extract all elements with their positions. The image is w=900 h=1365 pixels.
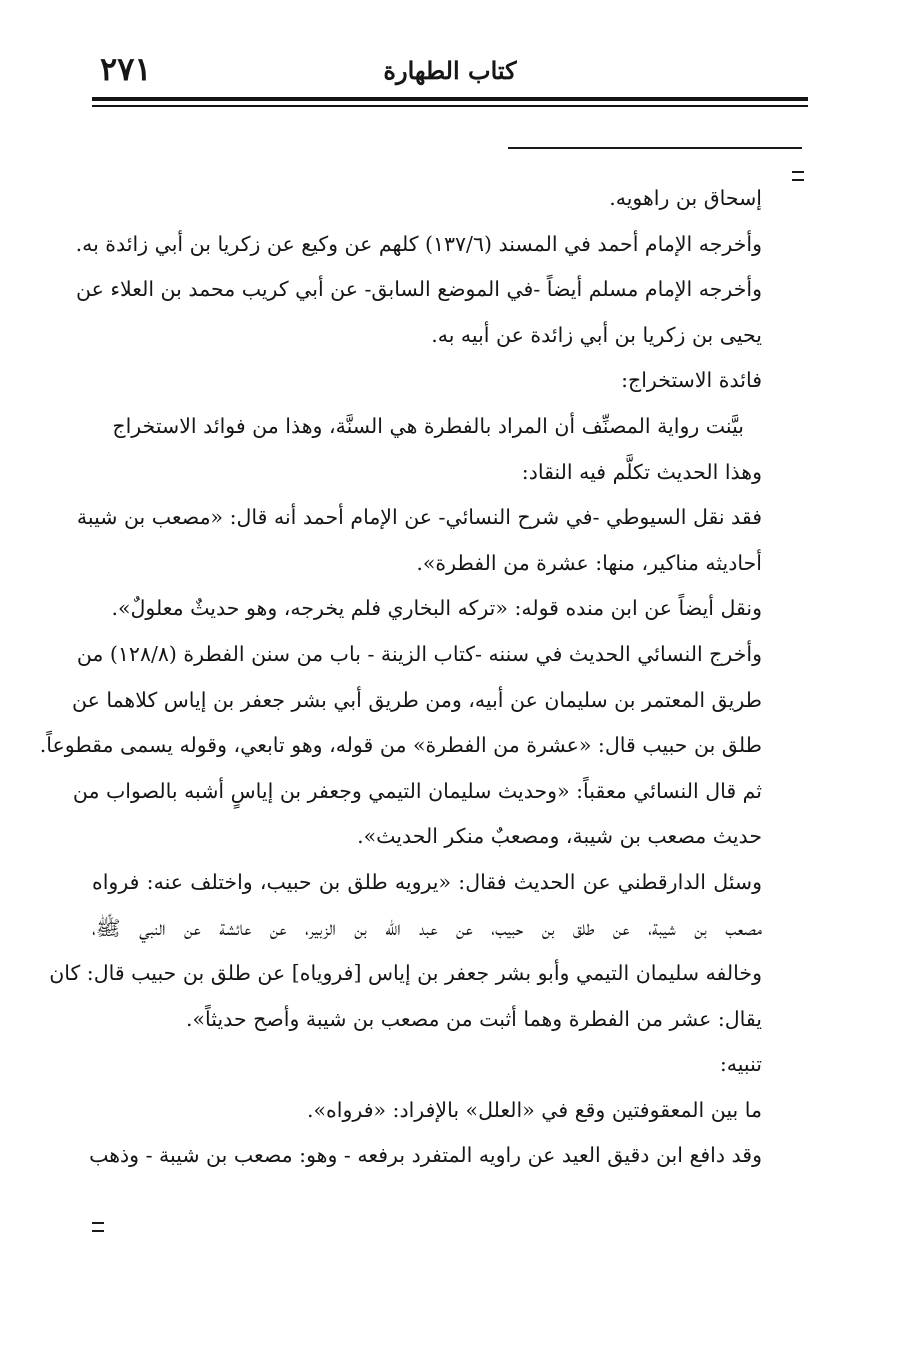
- running-title: كتاب الطهارة: [383, 56, 517, 85]
- text-line: يقال: عشر من الفطرة وهما أثبت من مصعب بن شيبة وأصح حديثاً».: [185, 1006, 762, 1031]
- page-number: ٢٧١: [100, 50, 152, 88]
- text-line: يحيى بن زكريا بن أبي زائدة عن أبيه به.: [431, 322, 762, 347]
- header-rule-thin: [92, 105, 808, 107]
- text-line: بيَّنت رواية المصنِّف أن المراد بالفطرة هي السنَّة، وهذا من فوائد الاستخراج: [112, 413, 744, 438]
- text-line: وهذا الحديث تكلَّم فيه النقاد:: [521, 459, 762, 484]
- continuation-mark-bottom: [92, 1222, 104, 1232]
- text-line: ما بين المعقوفتين وقع في «العلل» بالإفراد: «فرواه».: [306, 1097, 762, 1122]
- header-rule-thick: [92, 97, 808, 101]
- text-line: وأخرجه الإمام مسلم أيضاً -في الموضع السابق- عن أبي كريب محمد بن العلاء عن: [75, 277, 762, 302]
- continuation-mark-top: [792, 171, 804, 181]
- text-line: ثم قال النسائي معقباً: «وحديث سليمان التيمي وجعفر بن إياسٍ أشبه بالصواب من: [72, 778, 762, 803]
- text-line: حديث مصعب بن شيبة، ومصعبٌ منكر الحديث».: [357, 824, 762, 849]
- footnote-text: [39, 176, 762, 1179]
- text-line: طريق المعتمر بن سليمان عن أبيه، ومن طريق أبي بشر جعفر بن إياس كلاهما عن: [71, 687, 762, 712]
- text-line: وخالفه سليمان التيمي وأبو بشر جعفر بن إياس [فروياه] عن طلق بن حبيب قال: كان: [49, 961, 762, 986]
- footnote-separator: [508, 147, 802, 149]
- text-line: وسئل الدارقطني عن الحديث فقال: «يرويه طلق بن حبيب، واختلف عنه: فرواه: [92, 869, 762, 894]
- text-line: وأخرجه الإمام أحمد في المسند (١٣٧/٦) كلهم عن وكيع عن زكريا بن أبي زائدة به.: [75, 231, 762, 256]
- text-line: وأخرج النسائي الحديث في سننه -كتاب الزينة - باب من سنن الفطرة (١٢٨/٨) من: [76, 641, 762, 666]
- section-heading: تنبيه:: [719, 1052, 762, 1077]
- text-line: إسحاق بن راهويه.: [609, 186, 762, 210]
- text-line: ونقل أيضاً عن ابن منده قوله: «تركه البخاري فلم يخرجه، وهو حديثٌ معلولٌ».: [111, 596, 762, 621]
- text-line: أحاديثه مناكير، منها: عشرة من الفطرة».: [416, 550, 762, 575]
- text-line: وقد دافع ابن دقيق العيد عن راويه المتفرد برفعه - وهو: مصعب بن شيبة - وذهب: [89, 1143, 762, 1168]
- text-line: مصعب بن شيبة، عن طلق بن حبيب، عن عبد الله بن الزبير، عن عائشة عن النبي ﷺ،: [92, 915, 762, 940]
- text-line: طلق بن حبيب قال: «عشرة من الفطرة» من قوله، وهو تابعي، وقوله يسمى مقطوعاً.: [39, 733, 762, 758]
- page-header: [92, 48, 808, 88]
- section-heading: فائدة الاستخراج:: [621, 368, 762, 393]
- text-line: فقد نقل السيوطي -في شرح النسائي- عن الإمام أحمد أنه قال: «مصعب بن شيبة: [76, 505, 762, 530]
